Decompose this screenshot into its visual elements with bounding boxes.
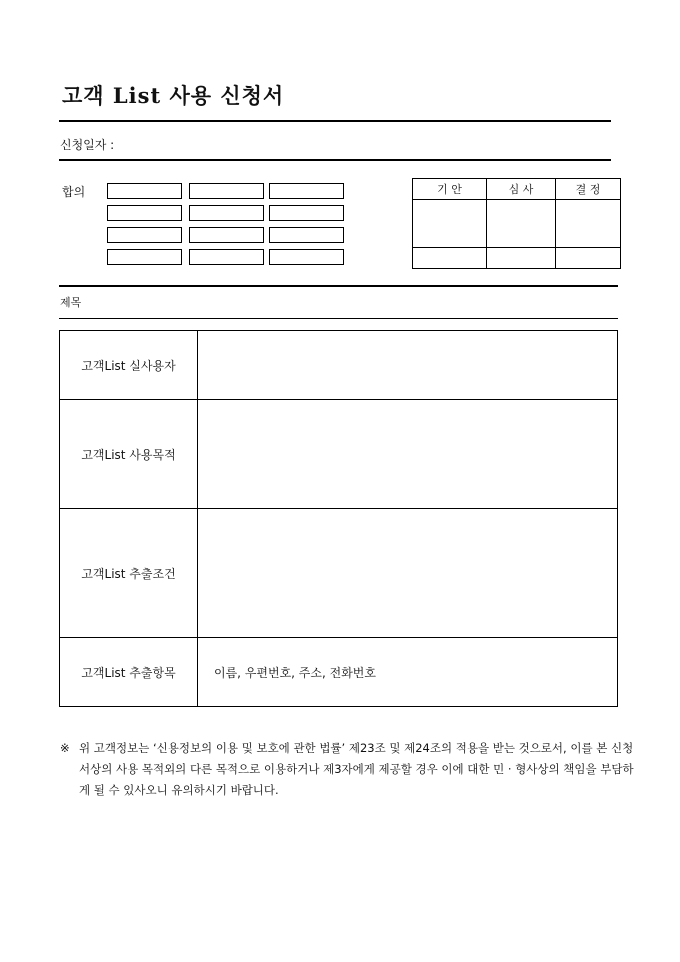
approval-header-decision: 결 정 [556,179,621,200]
approval-sign-cell[interactable] [413,200,487,248]
approval-header-draft: 기 안 [413,179,487,200]
table-row [60,400,618,509]
reference-mark-icon: ※ [60,741,70,755]
approval-date-cell[interactable] [556,248,621,269]
subject-label: 제목 [60,296,82,309]
consult-box[interactable] [269,227,344,243]
consult-box[interactable] [189,227,264,243]
approval-date-cell[interactable] [413,248,487,269]
consult-box[interactable] [269,183,344,199]
row-value-extract-items[interactable]: 이름, 우편번호, 주소, 전화번호 [198,638,618,707]
approval-table [412,178,621,269]
row-label-actual-user: 고객List 실사용자 [60,331,198,400]
consult-label: 합의 [62,185,86,199]
table-row [60,331,618,400]
approval-sign-cell[interactable] [487,200,556,248]
row-value-actual-user[interactable] [198,331,618,400]
row-label-extract-conditions: 고객List 추출조건 [60,509,198,638]
legal-notice-text: 위 고객정보는 ‘신용정보의 이용 및 보호에 관한 법률’ 제23조 및 제24조의 적용을 받는 것으로서, 이를 본 신청서상의 사용 목적외의 다른 목적으로 이용하거나 제3자에게 제공할 경우 이에 대한 민 · 형사상의 책임을 부담하게 될 수 있사오니 유의하시기 바랍니다. [79,741,634,797]
consult-box[interactable] [189,249,264,265]
approval-sign-cell[interactable] [556,200,621,248]
date-divider [59,159,611,161]
subject-top-divider [59,285,618,287]
consult-box[interactable] [107,227,182,243]
table-row [60,509,618,638]
legal-notice [60,738,640,801]
request-form-table [59,330,618,707]
date-label: 신청일자 : [60,138,115,152]
consult-box[interactable] [107,205,182,221]
row-label-extract-items: 고객List 추출항목 [60,638,198,707]
consult-box[interactable] [269,205,344,221]
consult-box[interactable] [269,249,344,265]
consult-box[interactable] [189,205,264,221]
row-value-purpose[interactable] [198,400,618,509]
row-label-purpose: 고객List 사용목적 [60,400,198,509]
page-title: 고객 List 사용 신청서 [62,83,285,108]
title-divider [59,120,611,122]
approval-date-cell[interactable] [487,248,556,269]
consult-box[interactable] [107,183,182,199]
row-value-extract-conditions[interactable] [198,509,618,638]
approval-header-review: 심 사 [487,179,556,200]
consult-box[interactable] [107,249,182,265]
subject-bottom-divider [59,318,618,319]
table-row [60,638,618,707]
consult-box[interactable] [189,183,264,199]
